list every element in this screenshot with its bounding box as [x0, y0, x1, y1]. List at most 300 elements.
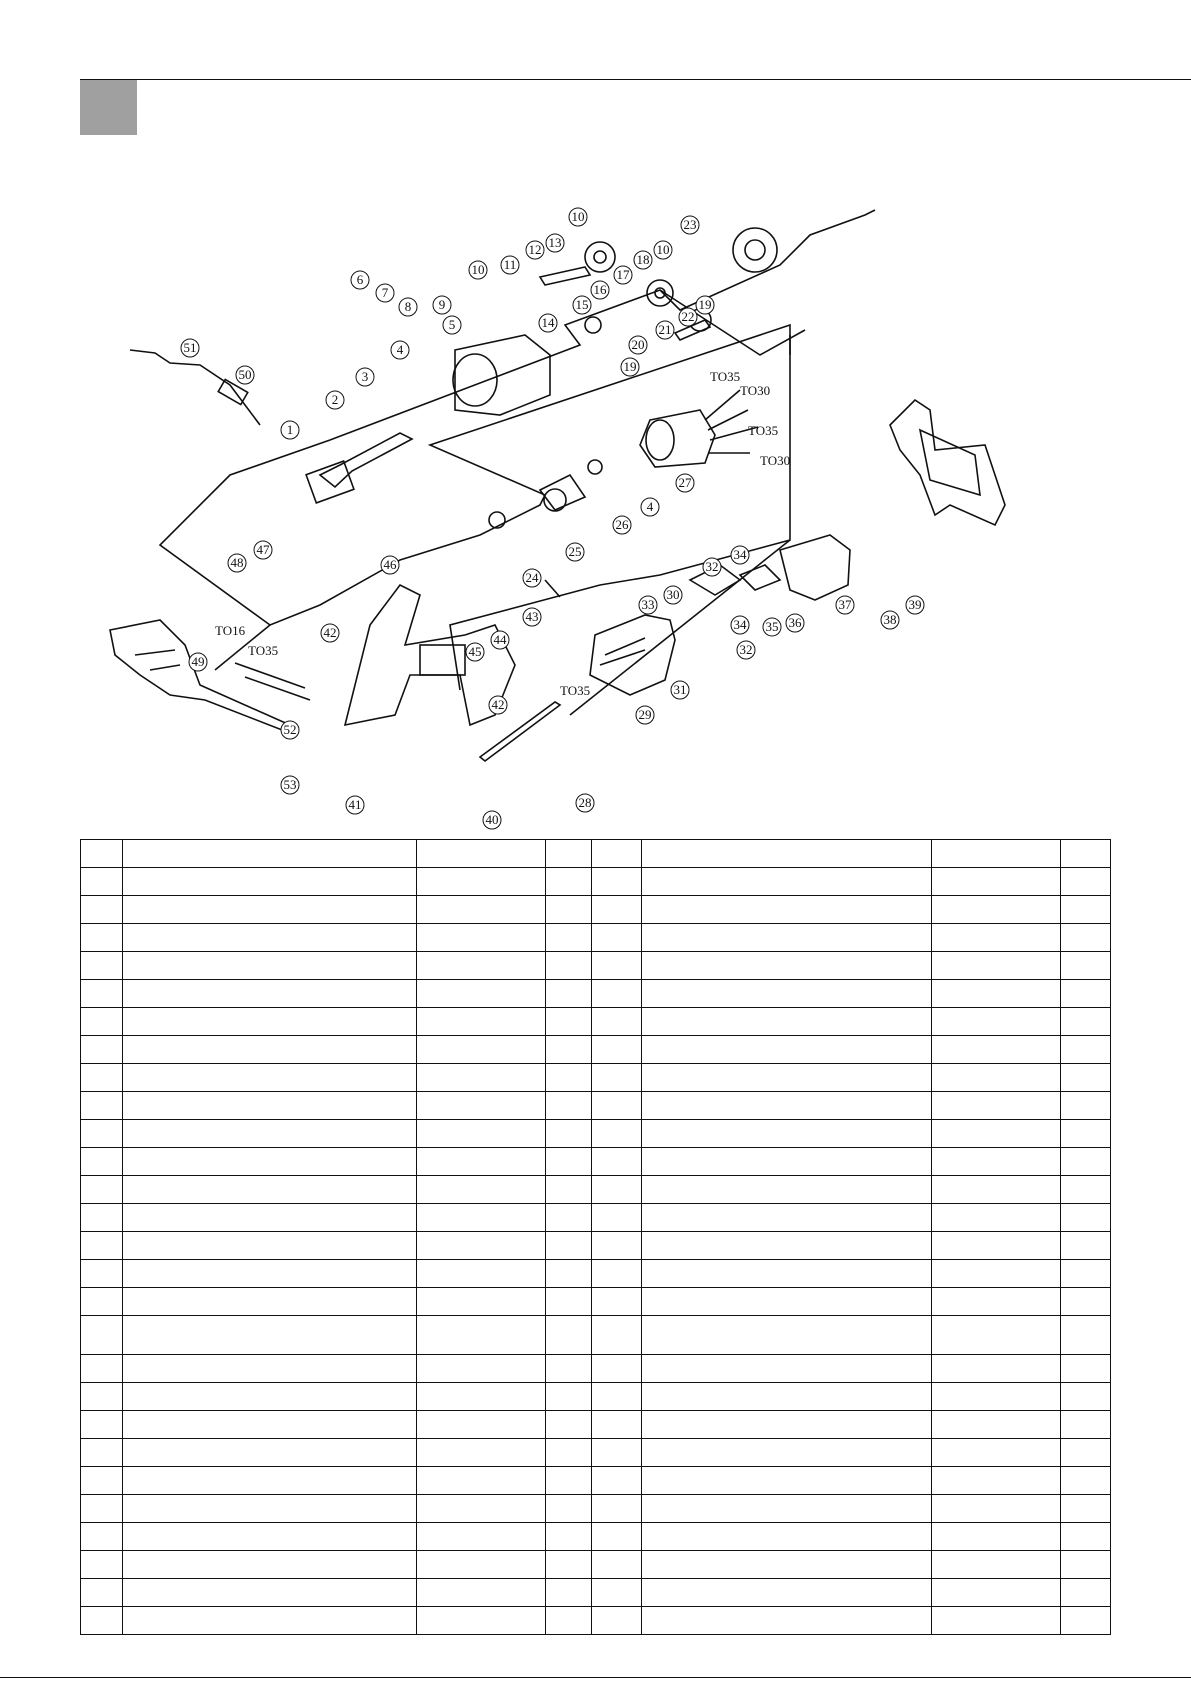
table-cell [546, 1008, 592, 1036]
svg-text:50: 50 [238, 367, 252, 382]
table-cell [81, 1523, 123, 1551]
svg-text:53: 53 [283, 777, 297, 792]
table-cell [417, 1523, 546, 1551]
callout [346, 796, 364, 814]
table-cell [81, 1579, 123, 1607]
callout [573, 296, 591, 314]
table-row [81, 868, 1111, 896]
callout [881, 611, 899, 629]
table-cell [642, 1204, 932, 1232]
table-row [81, 1467, 1111, 1495]
table-cell [546, 1064, 592, 1092]
table-row [81, 1411, 1111, 1439]
table-cell [417, 896, 546, 924]
wire-label: TO30 [740, 383, 771, 398]
svg-text:11: 11 [503, 257, 517, 272]
callout [523, 569, 541, 587]
table-cell [546, 1579, 592, 1607]
table-cell [546, 980, 592, 1008]
table-row [81, 1523, 1111, 1551]
table-row [81, 1288, 1111, 1316]
table-cell [546, 1523, 592, 1551]
callout [679, 308, 697, 326]
table-row [81, 952, 1111, 980]
svg-text:10: 10 [471, 262, 485, 277]
table-cell [417, 980, 546, 1008]
table-cell [1061, 952, 1111, 980]
table-cell [417, 1092, 546, 1120]
table-cell [642, 896, 932, 924]
svg-text:1: 1 [286, 422, 294, 437]
table-cell [81, 1439, 123, 1467]
table-cell [592, 1148, 642, 1176]
table-cell [81, 1120, 123, 1148]
table-cell [81, 1551, 123, 1579]
table-cell [642, 1260, 932, 1288]
table-cell [81, 980, 123, 1008]
table-cell [81, 896, 123, 924]
table-cell [642, 868, 932, 896]
table-cell [592, 840, 642, 868]
table-cell [123, 1288, 417, 1316]
svg-text:13: 13 [548, 235, 562, 250]
table-cell [546, 1607, 592, 1635]
svg-text:22: 22 [681, 309, 695, 324]
table-cell [417, 1148, 546, 1176]
table-cell [81, 1092, 123, 1120]
table-cell [642, 1411, 932, 1439]
table-cell [546, 1120, 592, 1148]
table-cell [81, 1316, 123, 1355]
callout [351, 271, 369, 289]
table-cell [1061, 1204, 1111, 1232]
table-cell [417, 1439, 546, 1467]
exploded-view-diagram [100, 205, 1100, 835]
table-cell [417, 1607, 546, 1635]
table-cell [123, 1551, 417, 1579]
table-cell [417, 1176, 546, 1204]
callout [906, 596, 924, 614]
table-cell [81, 1036, 123, 1064]
callout [731, 546, 749, 564]
wire-label: TO35 [560, 683, 591, 698]
table-cell [546, 1260, 592, 1288]
callout [763, 618, 781, 636]
table-cell [592, 1411, 642, 1439]
svg-text:29: 29 [638, 707, 652, 722]
callout [483, 811, 501, 829]
wire-label: TO35 [248, 643, 279, 658]
exploded-view-svg [100, 205, 1100, 835]
table-cell [932, 952, 1061, 980]
table-cell [546, 1439, 592, 1467]
svg-text:19: 19 [698, 297, 712, 312]
callout [731, 616, 749, 634]
table-cell [546, 1383, 592, 1411]
svg-text:47: 47 [256, 542, 270, 557]
svg-text:45: 45 [468, 644, 482, 659]
table-cell [592, 1439, 642, 1467]
svg-text:30: 30 [666, 587, 680, 602]
callout [614, 266, 632, 284]
table-cell [932, 1607, 1061, 1635]
table-cell [123, 1411, 417, 1439]
table-cell [642, 980, 932, 1008]
callout [526, 241, 544, 259]
callout [671, 681, 689, 699]
svg-text:5: 5 [448, 317, 456, 332]
table-cell [417, 1355, 546, 1383]
svg-text:12: 12 [528, 242, 542, 257]
table-cell [592, 1523, 642, 1551]
callout [466, 643, 484, 661]
footer-rule [0, 1677, 1191, 1678]
table-cell [81, 1260, 123, 1288]
table-cell [932, 980, 1061, 1008]
table-cell [642, 1148, 932, 1176]
callout [656, 321, 674, 339]
table-cell [1061, 1288, 1111, 1316]
callout [546, 234, 564, 252]
table-cell [123, 1232, 417, 1260]
table-cell [642, 1316, 932, 1355]
table-cell [592, 1288, 642, 1316]
table-cell [642, 1176, 932, 1204]
table-row [81, 1579, 1111, 1607]
callout [489, 696, 507, 714]
svg-text:10: 10 [656, 242, 670, 257]
table-cell [81, 1008, 123, 1036]
svg-text:36: 36 [788, 615, 802, 630]
table-cell [642, 1064, 932, 1092]
table-cell [1061, 1355, 1111, 1383]
table-cell [1061, 1148, 1111, 1176]
table-cell [1061, 1120, 1111, 1148]
table-cell [1061, 1495, 1111, 1523]
table-cell [123, 1148, 417, 1176]
svg-text:34: 34 [733, 617, 747, 632]
svg-text:33: 33 [641, 597, 655, 612]
table-cell [123, 1495, 417, 1523]
svg-text:52: 52 [283, 722, 297, 737]
table-cell [123, 1064, 417, 1092]
table-row [81, 840, 1111, 868]
table-cell [81, 840, 123, 868]
callout [539, 314, 557, 332]
callout [391, 341, 409, 359]
table-cell [123, 1176, 417, 1204]
table-cell [932, 1411, 1061, 1439]
table-row [81, 1008, 1111, 1036]
table-cell [546, 1288, 592, 1316]
table-cell [642, 1232, 932, 1260]
table-cell [932, 1316, 1061, 1355]
table-cell [592, 1204, 642, 1232]
svg-text:9: 9 [438, 297, 446, 312]
table-cell [546, 896, 592, 924]
table-cell [546, 1148, 592, 1176]
table-cell [123, 1316, 417, 1355]
table-cell [592, 1120, 642, 1148]
table-cell [932, 1036, 1061, 1064]
table-cell [417, 840, 546, 868]
table-cell [1061, 840, 1111, 868]
table-cell [417, 1467, 546, 1495]
table-cell [417, 868, 546, 896]
table-cell [592, 1064, 642, 1092]
table-cell [642, 1523, 932, 1551]
table-cell [123, 1092, 417, 1120]
table-cell [417, 1551, 546, 1579]
svg-text:43: 43 [525, 609, 539, 624]
table-cell [546, 1551, 592, 1579]
table-cell [417, 952, 546, 980]
callout [356, 368, 374, 386]
wire-label: TO35 [710, 369, 741, 384]
svg-text:6: 6 [356, 272, 364, 287]
table-cell [123, 1439, 417, 1467]
table-cell [123, 1036, 417, 1064]
table-cell [932, 1232, 1061, 1260]
table-cell [81, 924, 123, 952]
table-row [81, 1260, 1111, 1288]
svg-text:26: 26 [615, 517, 629, 532]
table-cell [546, 840, 592, 868]
table-cell [1061, 1551, 1111, 1579]
svg-text:42: 42 [323, 625, 337, 640]
callout [399, 298, 417, 316]
table-row [81, 1176, 1111, 1204]
table-cell [592, 1092, 642, 1120]
table-cell [642, 924, 932, 952]
svg-text:41: 41 [348, 797, 362, 812]
table-cell [81, 1467, 123, 1495]
table-cell [546, 1036, 592, 1064]
table-cell [417, 1232, 546, 1260]
table-cell [1061, 896, 1111, 924]
table-cell [1061, 1579, 1111, 1607]
table-cell [932, 1383, 1061, 1411]
table-cell [932, 1495, 1061, 1523]
callout [696, 296, 714, 314]
table-cell [417, 1495, 546, 1523]
table-cell [546, 1316, 592, 1355]
table-cell [592, 1008, 642, 1036]
callout [469, 261, 487, 279]
table-cell [417, 1288, 546, 1316]
table-cell [592, 896, 642, 924]
table-cell [642, 1439, 932, 1467]
table-row [81, 1148, 1111, 1176]
table-row [81, 896, 1111, 924]
svg-text:51: 51 [183, 340, 197, 355]
table-cell [1061, 1607, 1111, 1635]
svg-text:24: 24 [525, 570, 539, 585]
table-cell [417, 1064, 546, 1092]
table-row [81, 1607, 1111, 1635]
table-cell [642, 1607, 932, 1635]
svg-text:7: 7 [381, 285, 389, 300]
table-cell [123, 1523, 417, 1551]
table-cell [123, 1383, 417, 1411]
callout [281, 776, 299, 794]
callout [786, 614, 804, 632]
table-cell [932, 1439, 1061, 1467]
callout [523, 608, 541, 626]
table-cell [642, 1579, 932, 1607]
svg-text:17: 17 [616, 267, 630, 282]
callout [443, 316, 461, 334]
table-cell [592, 1036, 642, 1064]
table-cell [546, 1467, 592, 1495]
table-cell [592, 868, 642, 896]
table-cell [81, 1204, 123, 1232]
table-cell [417, 924, 546, 952]
table-row [81, 1036, 1111, 1064]
svg-text:39: 39 [908, 597, 922, 612]
table-cell [123, 1607, 417, 1635]
callout [281, 421, 299, 439]
table-cell [592, 1260, 642, 1288]
svg-text:48: 48 [230, 555, 244, 570]
callout [629, 336, 647, 354]
table-cell [1061, 1232, 1111, 1260]
svg-text:32: 32 [705, 559, 719, 574]
table-cell [1061, 1092, 1111, 1120]
table-cell [81, 1148, 123, 1176]
table-cell [932, 896, 1061, 924]
callout [501, 256, 519, 274]
table-cell [592, 1579, 642, 1607]
table-row [81, 1439, 1111, 1467]
svg-text:38: 38 [883, 612, 897, 627]
table-cell [546, 952, 592, 980]
table-cell [592, 1551, 642, 1579]
table-cell [932, 868, 1061, 896]
table-row [81, 1232, 1111, 1260]
table-cell [1061, 1008, 1111, 1036]
svg-text:28: 28 [578, 795, 592, 810]
table-cell [642, 1383, 932, 1411]
table-cell [81, 1176, 123, 1204]
table-cell [81, 1383, 123, 1411]
table-cell [123, 868, 417, 896]
table-cell [123, 1120, 417, 1148]
table-cell [546, 1204, 592, 1232]
svg-text:19: 19 [623, 359, 637, 374]
svg-text:40: 40 [485, 812, 499, 827]
table-row [81, 1204, 1111, 1232]
svg-text:35: 35 [765, 619, 779, 634]
table-cell [1061, 1176, 1111, 1204]
table-cell [1061, 1260, 1111, 1288]
svg-text:21: 21 [658, 322, 672, 337]
table-row [81, 1551, 1111, 1579]
table-cell [123, 840, 417, 868]
svg-text:3: 3 [361, 369, 369, 384]
table-row [81, 1495, 1111, 1523]
callout [621, 358, 639, 376]
table-cell [1061, 1064, 1111, 1092]
table-cell [932, 1148, 1061, 1176]
table-cell [81, 952, 123, 980]
table-cell [546, 1355, 592, 1383]
callout [664, 586, 682, 604]
svg-text:15: 15 [575, 297, 589, 312]
table-cell [642, 1495, 932, 1523]
table-cell [592, 1355, 642, 1383]
callout [634, 251, 652, 269]
svg-text:4: 4 [396, 342, 404, 357]
table-cell [1061, 1036, 1111, 1064]
table-cell [932, 840, 1061, 868]
svg-text:2: 2 [331, 392, 339, 407]
table-cell [546, 1232, 592, 1260]
table-cell [932, 1204, 1061, 1232]
table-cell [642, 1355, 932, 1383]
table-cell [123, 1204, 417, 1232]
callout [639, 596, 657, 614]
table-cell [123, 1355, 417, 1383]
table-cell [1061, 924, 1111, 952]
callout [569, 208, 587, 226]
table-cell [81, 1411, 123, 1439]
svg-text:10: 10 [571, 209, 585, 224]
callout [189, 653, 207, 671]
callout [681, 216, 699, 234]
table-cell [81, 1607, 123, 1635]
callout [381, 556, 399, 574]
table-cell [932, 1092, 1061, 1120]
table-cell [1061, 1383, 1111, 1411]
table-cell [932, 1467, 1061, 1495]
callout [576, 794, 594, 812]
callout [326, 391, 344, 409]
svg-text:27: 27 [678, 475, 692, 490]
svg-text:42: 42 [491, 697, 505, 712]
callout [836, 596, 854, 614]
table-cell [123, 980, 417, 1008]
table-cell [123, 952, 417, 980]
table-cell [81, 868, 123, 896]
svg-text:14: 14 [541, 315, 555, 330]
wire-label: TO30 [760, 453, 791, 468]
callout [566, 543, 584, 561]
wire-label: TO16 [215, 623, 246, 638]
svg-text:44: 44 [493, 632, 507, 647]
table-cell [932, 1120, 1061, 1148]
callout [654, 241, 672, 259]
table-cell [592, 1495, 642, 1523]
table-cell [592, 1467, 642, 1495]
svg-text:4: 4 [646, 499, 654, 514]
callout [703, 558, 721, 576]
table-cell [642, 1467, 932, 1495]
table-cell [1061, 980, 1111, 1008]
table-cell [417, 1260, 546, 1288]
table-cell [123, 1008, 417, 1036]
table-cell [123, 1260, 417, 1288]
table-row [81, 1092, 1111, 1120]
callout [636, 706, 654, 724]
table-cell [81, 1064, 123, 1092]
table-row [81, 1120, 1111, 1148]
table-cell [417, 1411, 546, 1439]
table-cell [592, 1316, 642, 1355]
table-cell [123, 1467, 417, 1495]
table-cell [642, 1551, 932, 1579]
callout [236, 366, 254, 384]
